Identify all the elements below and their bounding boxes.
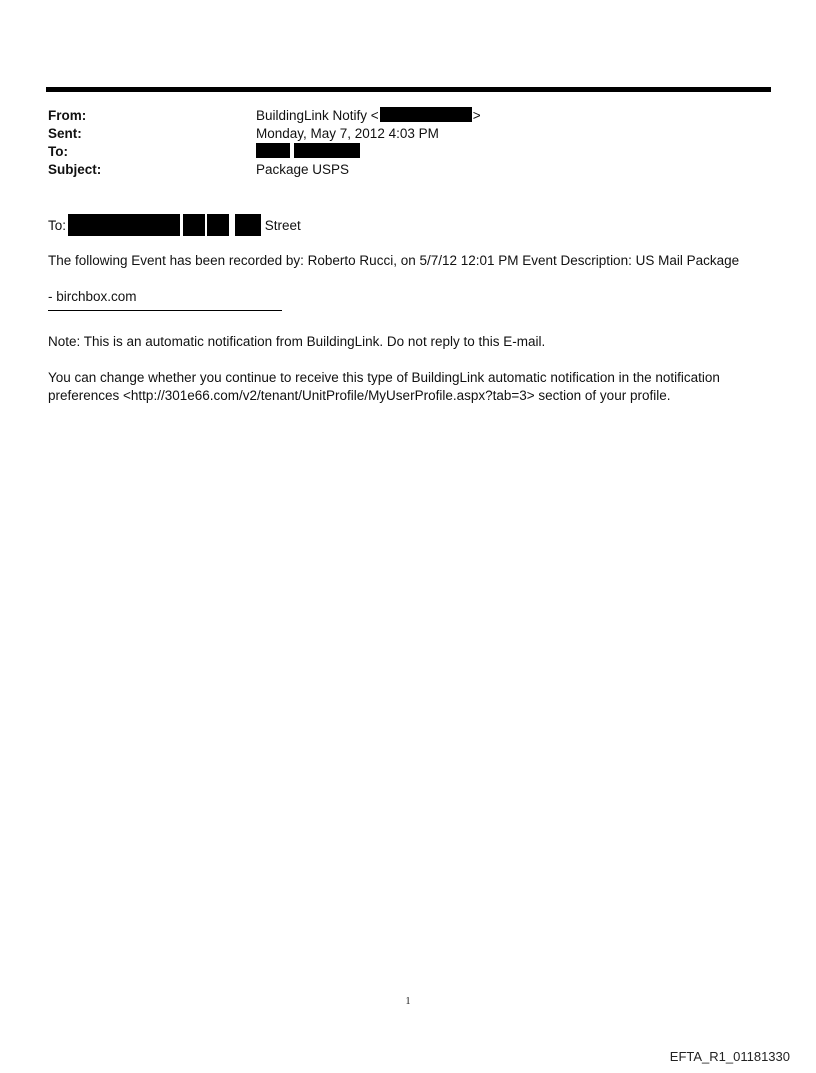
event-paragraph: The following Event has been recorded by: Roberto Rucci, on 5/7/12 12:01 PM Event Description: US Mail Package [48, 253, 740, 268]
redaction-from-email [380, 107, 472, 122]
from-row [48, 107, 768, 125]
to-value [256, 143, 360, 161]
sent-row [48, 125, 768, 143]
subject-row [48, 161, 768, 179]
from-value [256, 107, 481, 125]
to-label: To: [48, 144, 68, 159]
redaction-body-3 [207, 214, 229, 236]
subject-label: Subject: [48, 162, 102, 177]
redaction-body-2 [183, 214, 205, 236]
email-header [48, 107, 768, 179]
from-bracket-close: > [472, 108, 481, 123]
note-paragraph: Note: This is an automatic notification from BuildingLink. Do not reply to this E-mail. [48, 334, 546, 349]
sent-value: Monday, May 7, 2012 4:03 PM [256, 126, 439, 141]
redaction-body-4 [235, 214, 261, 236]
redaction-to-last [294, 143, 360, 158]
from-name: BuildingLink Notify < [256, 108, 379, 123]
body-to-suffix: Street [264, 218, 301, 233]
to-row [48, 143, 768, 161]
page-number: 1 [405, 996, 411, 1007]
sender-paragraph: - birchbox.com [48, 289, 137, 304]
preferences-paragraph: You can change whether you continue to receive this type of BuildingLink automatic notification in the notification preferences <http://301e66.com/v2/tenant/UnitProfile/MyUserProfile.aspx?tab=3> section of your profile. [48, 370, 720, 403]
subject-value: Package USPS [256, 162, 350, 177]
header-rule [46, 87, 771, 92]
body-to-prefix: To: [48, 218, 67, 233]
body-to-line [48, 214, 778, 238]
redaction-to-first [256, 143, 290, 158]
redaction-body-1 [68, 214, 180, 236]
email-body [48, 214, 778, 405]
sent-label: Sent: [48, 126, 82, 141]
document-id: EFTA_R1_01181330 [669, 1049, 790, 1064]
signature-rule [48, 310, 282, 311]
from-label: From: [48, 108, 87, 123]
